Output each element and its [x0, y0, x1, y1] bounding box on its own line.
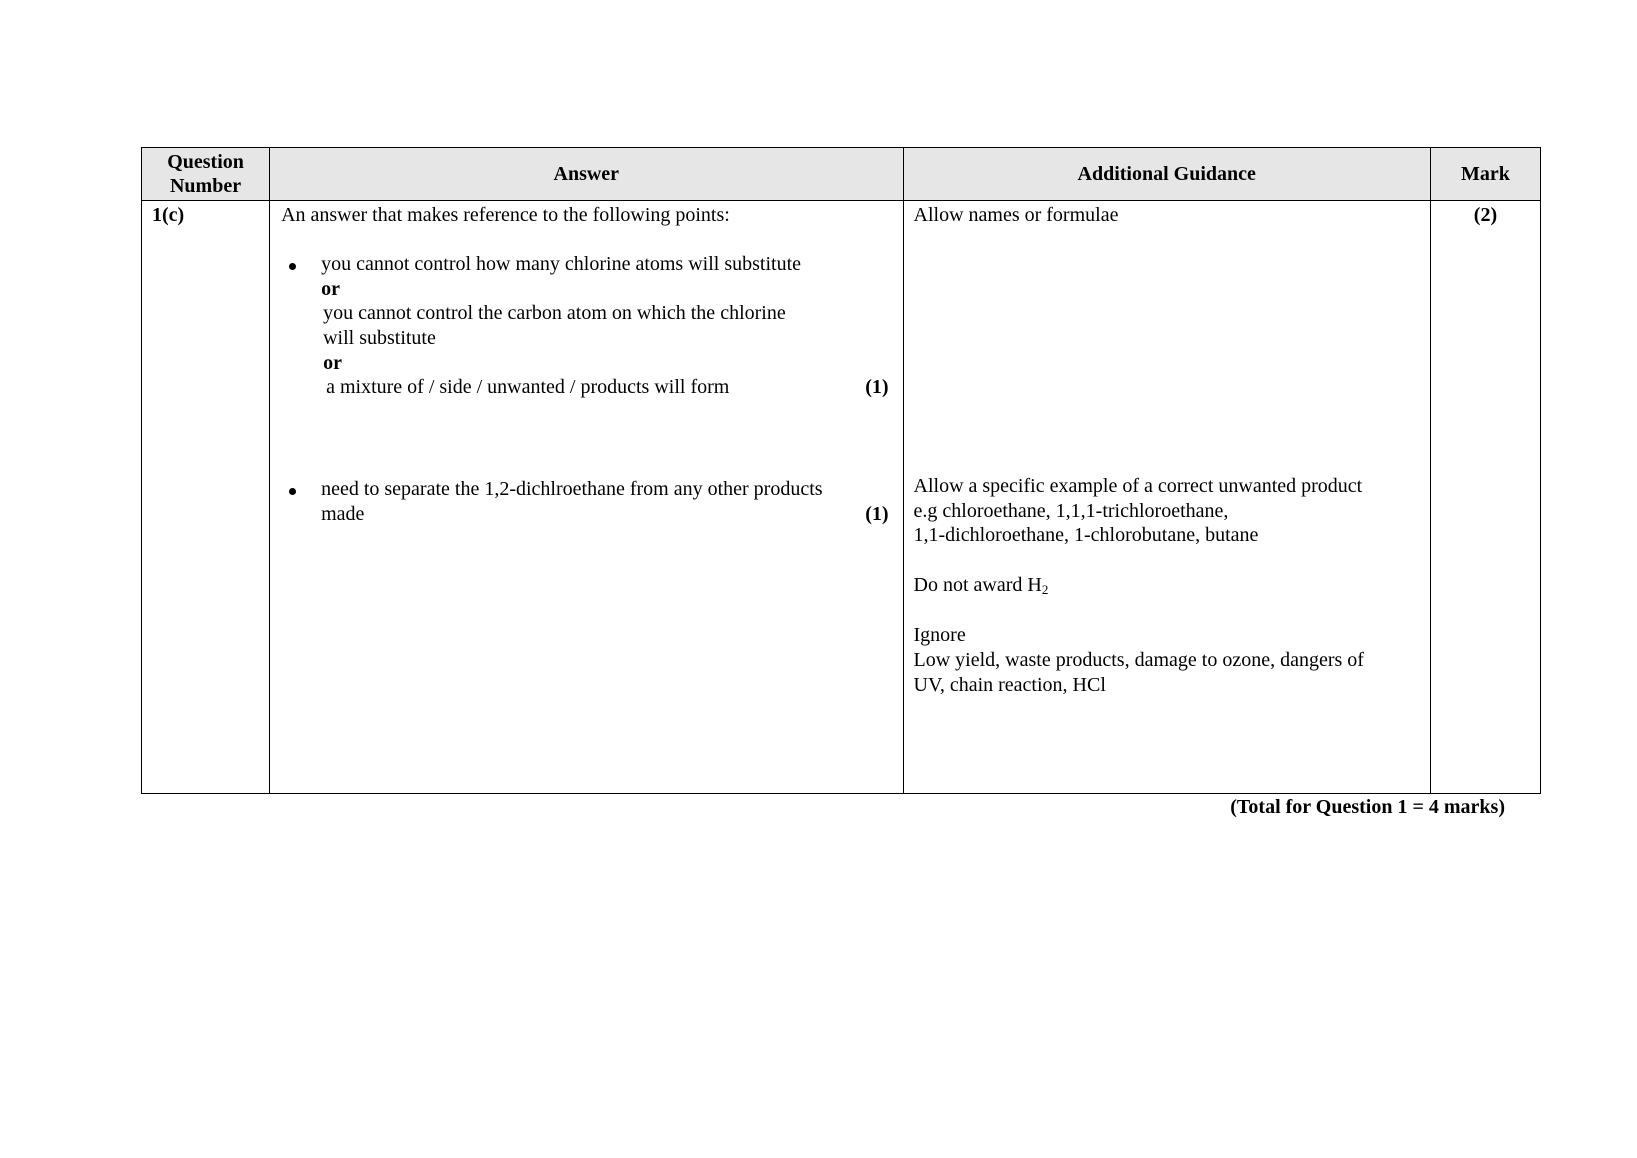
total-mark: (2) [1473, 204, 1498, 226]
point2-line2: made [321, 503, 365, 525]
point1-line1: you cannot control how many chlorine atoms will substitute [321, 253, 801, 275]
guidance-cell [903, 201, 1430, 794]
guidance-do-not-award [914, 573, 1049, 598]
guidance-ignore-title: Ignore [913, 624, 966, 646]
header-question-line1: Question [167, 151, 244, 173]
bullet-icon [289, 488, 296, 495]
guidance-do-not-award-text: Do not award H [913, 574, 1042, 596]
guidance-example-line3: 1,1-dichloroethane, 1-chlorobutane, butane [913, 524, 1259, 546]
guidance-names-formulae: Allow names or formulae [913, 204, 1119, 226]
guidance-example-line2: e.g chloroethane, 1,1,1-trichloroethane, [913, 500, 1229, 522]
guidance-do-not-award-subscript: 2 [1041, 582, 1049, 597]
question-total: (Total for Question 1 = 4 marks) [1230, 796, 1505, 818]
mark-cell [1430, 201, 1540, 794]
point1-or2: or [323, 352, 342, 374]
mark-scheme-table [141, 147, 1541, 794]
point2-line1: need to separate the 1,2-dichlroethane from any other products [321, 478, 823, 500]
header-question-line2: Number [169, 175, 242, 197]
header-mark: Mark [1430, 148, 1540, 201]
header-row [142, 148, 1541, 201]
point1-mark: (1) [865, 376, 889, 398]
question-number: 1(c) [152, 204, 185, 226]
question-number-cell [142, 201, 270, 794]
header-answer: Answer [270, 148, 903, 201]
point2-mark: (1) [865, 503, 889, 525]
guidance-example-line1: Allow a specific example of a correct unwanted product [913, 475, 1363, 497]
point1-line4: a mixture of / side / unwanted / products will form [326, 376, 730, 398]
point1-line3: will substitute [323, 327, 436, 349]
answer-intro: An answer that makes reference to the following points: [281, 204, 730, 226]
header-guidance: Additional Guidance [903, 148, 1430, 201]
bullet-icon [289, 263, 296, 270]
point1-or1: or [321, 278, 340, 300]
answer-cell [270, 201, 903, 794]
header-question-number [142, 148, 270, 201]
guidance-ignore-line2: UV, chain reaction, HCl [913, 674, 1106, 696]
guidance-ignore-line1: Low yield, waste products, damage to ozone, dangers of [913, 649, 1364, 671]
table-row [142, 201, 1541, 794]
point1-line2: you cannot control the carbon atom on which the chlorine [323, 302, 786, 324]
